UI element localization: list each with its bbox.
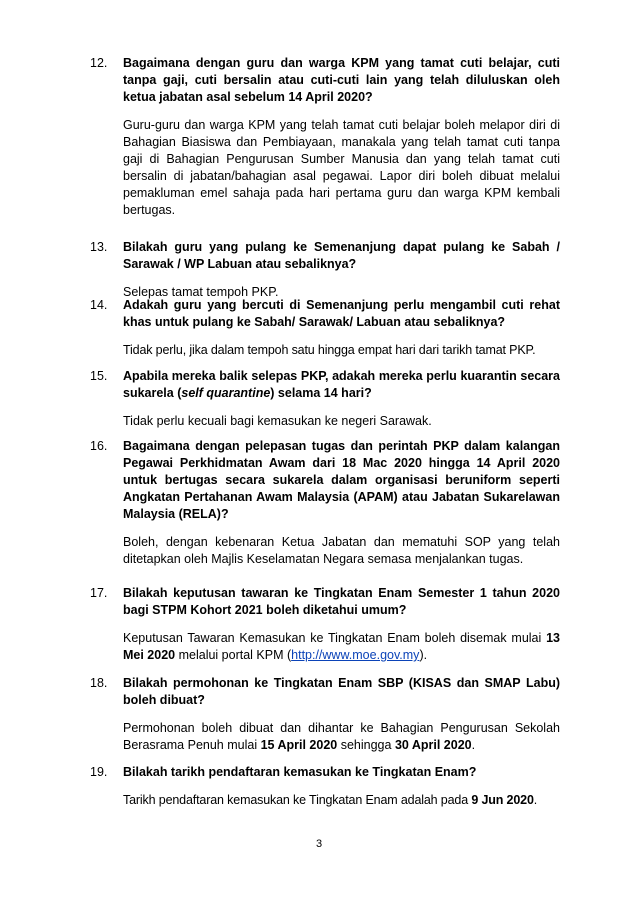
- faq-item-17: [90, 585, 560, 664]
- answer: [123, 630, 560, 664]
- question-text-end: ) selama 14 hari?: [270, 386, 372, 400]
- item-number: 16.: [90, 439, 108, 453]
- faq-item-18: [90, 675, 560, 754]
- question: Bilakah tarikh pendaftaran kemasukan ke Tingkatan Enam?: [123, 765, 477, 779]
- answer: [123, 792, 560, 809]
- item-number: 17.: [90, 586, 108, 600]
- faq-item-14: [90, 297, 560, 359]
- answer-text-mid: melalui portal KPM (: [175, 648, 292, 662]
- question: [123, 368, 560, 402]
- page-number: 3: [315, 838, 323, 850]
- answer-end-date: 30 April 2020: [394, 738, 472, 752]
- item-number: 18.: [90, 676, 108, 690]
- moe-portal-link[interactable]: http://www.moe.gov.my: [291, 648, 420, 662]
- answer: Guru-guru dan warga KPM yang telah tamat cuti belajar boleh melapor diri di Bahagian Biasiswa dan Pembiayaan, manakala yang telah tamat cuti tanpa gaji di Bahagian Pengurusan Sumber Manusia dan yang telah tamat cuti bersalin di jabatan/bahagian asal pegawai. Lapor diri boleh dibuat melalui pemakluman emel sahaja pada hari pertama guru dan warga KPM kembali bertugas.: [123, 118, 560, 217]
- answer-text: Tarikh pendaftaran kemasukan ke Tingkatan Enam adalah pada: [123, 793, 472, 807]
- faq-item-13: [90, 239, 560, 301]
- faq-item-16: [90, 438, 560, 568]
- answer-text: Permohonan boleh dibuat dan dihantar ke Bahagian Pengurusan Sekolah Berasrama Penuh mulai: [123, 721, 560, 752]
- answer-date: 9 Jun 2020: [471, 793, 534, 807]
- answer-start-date: 15 April 2020: [260, 738, 338, 752]
- faq-item-19: [90, 764, 560, 809]
- question-text: Apabila mereka balik selepas PKP, adakah mereka perlu kuarantin secara sukarela (: [123, 369, 560, 400]
- item-number: 12.: [90, 56, 108, 70]
- faq-item-12: [90, 55, 560, 219]
- answer: Selepas tamat tempoh PKP.: [123, 285, 279, 299]
- answer-text-end: .: [471, 738, 476, 752]
- question: Bilakah guru yang pulang ke Semenanjung dapat pulang ke Sabah / Sarawak / WP Labuan atau sebaliknya?: [123, 240, 560, 271]
- answer-text-end: .: [533, 793, 538, 807]
- answer-text-mid: sehingga: [337, 738, 395, 752]
- answer-text: Keputusan Tawaran Kemasukan ke Tingkatan Enam boleh disemak mulai: [123, 631, 547, 645]
- answer: [123, 720, 560, 754]
- answer-text-end: ).: [419, 648, 428, 662]
- question: Adakah guru yang bercuti di Semenanjung perlu mengambil cuti rehat khas untuk pulang ke Sabah/ Sarawak/ Labuan atau sebaliknya?: [123, 298, 560, 329]
- question: Bilakah permohonan ke Tingkatan Enam SBP (KISAS dan SMAP Labu) boleh dibuat?: [123, 676, 560, 707]
- answer: Boleh, dengan kebenaran Ketua Jabatan dan mematuhi SOP yang telah ditetapkan oleh Majlis Keselamatan Negara semasa menjalankan tugas.: [123, 535, 560, 566]
- question: Bagaimana dengan pelepasan tugas dan perintah PKP dalam kalangan Pegawai Perkhidmatan Awam dari 18 Mac 2020 hingga 14 April 2020 untuk bertugas secara sukarela dalam organisasi beruniform seperti Angkatan Pertahanan Awam Malaysia (APAM) atau Jabatan Sukarelawan Malaysia (RELA)?: [123, 439, 560, 521]
- question: Bagaimana dengan guru dan warga KPM yang tamat cuti belajar, cuti tanpa gaji, cuti bersalin atau cuti-cuti lain yang telah diluluskan oleh ketua jabatan asal sebelum 14 April 2020?: [123, 56, 560, 104]
- item-number: 14.: [90, 298, 108, 312]
- answer: Tidak perlu kecuali bagi kemasukan ke negeri Sarawak.: [123, 414, 432, 428]
- faq-item-15: [90, 368, 560, 430]
- answer: [123, 342, 560, 359]
- item-number: 15.: [90, 369, 108, 383]
- answer-date: 13 Mei 2020: [123, 631, 560, 662]
- question-emphasis: self quarantine: [181, 386, 271, 400]
- answer-text: Tidak perlu, jika dalam tempoh satu hingga empat hari dari tarikh tamat PKP.: [123, 343, 536, 357]
- item-number: 13.: [90, 240, 108, 254]
- question: Bilakah keputusan tawaran ke Tingkatan Enam Semester 1 tahun 2020 bagi STPM Kohort 2021 boleh diketahui umum?: [123, 586, 560, 617]
- answer-line: [123, 793, 537, 807]
- item-number: 19.: [90, 765, 108, 779]
